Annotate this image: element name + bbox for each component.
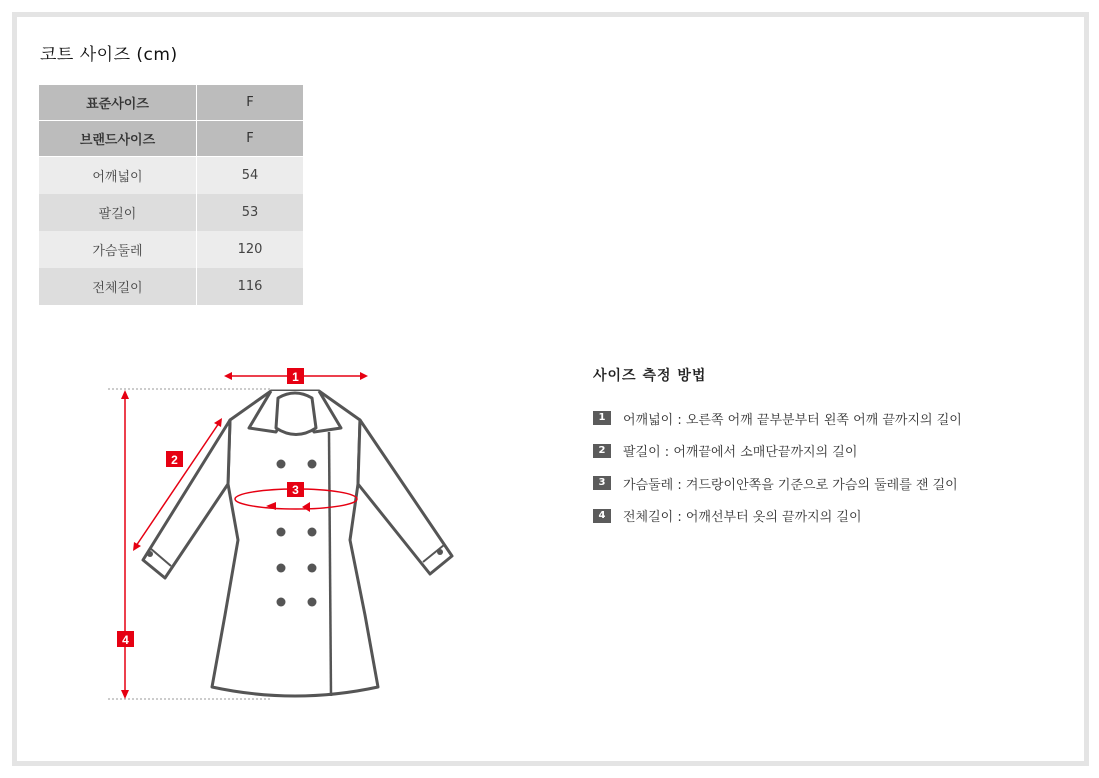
list-item xyxy=(593,467,962,500)
row-label: 어깨넓이 xyxy=(39,157,197,195)
coat-measurement-diagram xyxy=(100,360,480,710)
header-value: F xyxy=(197,85,304,121)
step-number-badge: 4 xyxy=(593,509,611,523)
svg-text:1: 1 xyxy=(292,370,299,384)
measure-guide xyxy=(593,365,962,532)
coat-icon xyxy=(143,391,452,696)
row-label: 팔길이 xyxy=(39,194,197,231)
row-value: 120 xyxy=(197,231,304,268)
step-text: 가슴둘레 : 겨드랑이안쪽을 기준으로 가슴의 둘레를 잰 길이 xyxy=(623,477,958,493)
step-number-badge: 3 xyxy=(593,476,611,490)
step-text: 어깨넓이 : 오른쪽 어깨 끝부분부터 왼쪽 어깨 끝까지의 길이 xyxy=(623,412,962,428)
header-value: F xyxy=(197,121,304,157)
step-number-badge: 1 xyxy=(593,411,611,425)
table-header-row xyxy=(39,85,303,121)
list-item xyxy=(593,435,962,468)
table-row xyxy=(39,268,303,305)
row-value: 53 xyxy=(197,194,304,231)
measure-heading: 사이즈 측정 방법 xyxy=(593,368,707,384)
step-text: 팔길이 : 어깨끝에서 소매단끝까지의 길이 xyxy=(623,445,858,461)
svg-text:3: 3 xyxy=(292,483,299,497)
list-item xyxy=(593,402,962,435)
marker-1 xyxy=(287,368,304,384)
table-row xyxy=(39,157,303,195)
step-text: 전체길이 : 어깨선부터 옷의 끝까지의 길이 xyxy=(623,510,862,526)
svg-text:2: 2 xyxy=(171,453,178,467)
svg-text:4: 4 xyxy=(122,633,129,647)
marker-2 xyxy=(166,451,183,467)
row-label: 전체길이 xyxy=(39,268,197,305)
page-title: 코트 사이즈 (cm) xyxy=(40,45,178,65)
header-label: 표준사이즈 xyxy=(39,85,197,121)
row-label: 가슴둘레 xyxy=(39,231,197,268)
table-row xyxy=(39,231,303,268)
list-item xyxy=(593,500,962,533)
row-value: 54 xyxy=(197,157,304,195)
row-value: 116 xyxy=(197,268,304,305)
step-number-badge: 2 xyxy=(593,444,611,458)
header-label: 브랜드사이즈 xyxy=(39,121,197,157)
table-header-row xyxy=(39,121,303,157)
marker-3 xyxy=(287,482,304,497)
size-table xyxy=(39,85,303,305)
table-row xyxy=(39,194,303,231)
marker-4 xyxy=(117,631,134,647)
